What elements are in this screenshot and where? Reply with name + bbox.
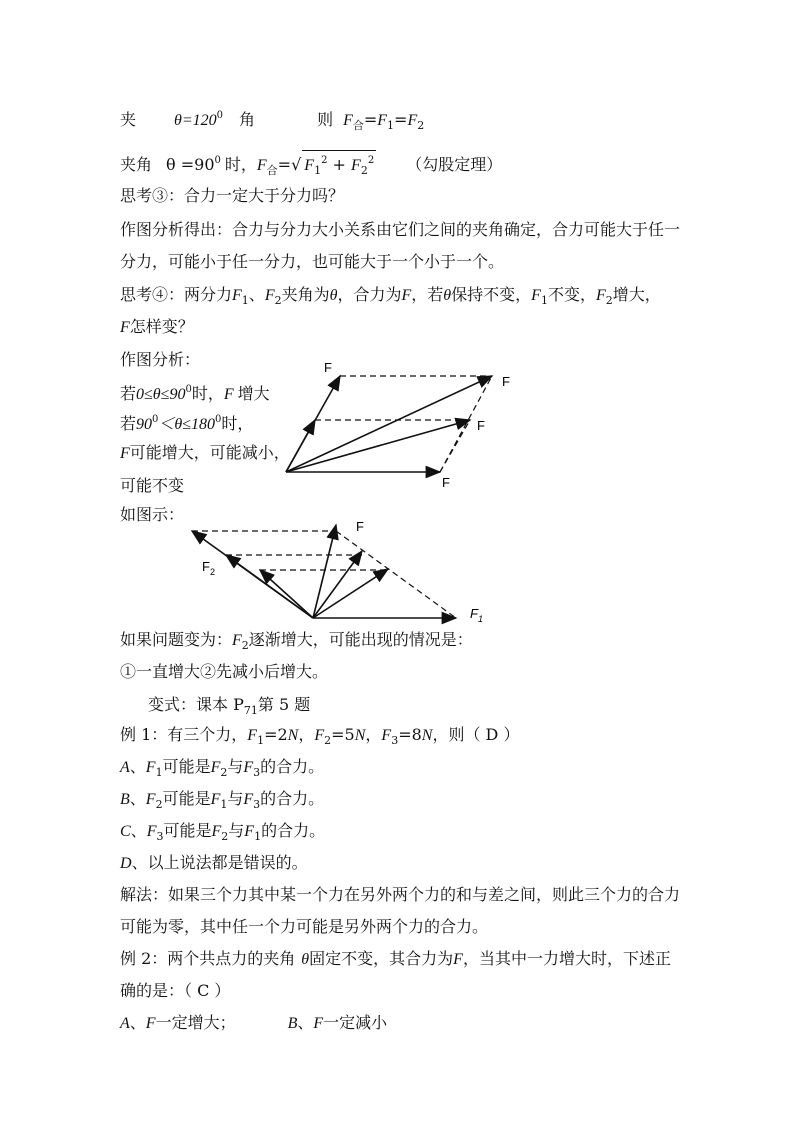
solution-line-2: 可能为零，其中任一个力可能是另外两个力的合力。 [120,917,489,936]
rutu-label: 如图示： [120,505,185,524]
option-a: A、$F_1$可能是$F_2$与$F_3$的合力。 [120,757,325,779]
diag2-label-f1: $F_1$ [470,606,483,624]
parallelogram-diagram-1 [280,360,530,490]
diag1-label-f-top-left: F [324,360,332,375]
think-3: 思考③：合力一定大于分力吗？ [120,186,345,205]
sqrt-expression: $F_1^2 + F_2^2$ [302,150,376,181]
resultant-c [313,569,388,618]
analysis-line-2: 分力，可能小于任一分力，也可能大于一个小于一个。 [120,252,505,271]
vector-resultant-mid [286,420,470,472]
diag1-label-f-top-right: F [502,374,510,389]
case-3: F可能增大，可能减小， [120,443,290,462]
vector-resultant-top [286,376,492,472]
diag1-label-f-bottom: F [442,475,450,490]
case-2: 若$90^0<\theta\le 180^0$时， [120,414,254,433]
think-4: 思考④：两分力$F_1$、$F_2$夹角为θ，合力为F，若θ保持不变，$F_1$不变，$F_2$增大， [120,285,661,307]
answers: ①一直增大②先减小后增大。 [120,662,329,681]
resultant-b [313,551,362,618]
f2-vector-short [260,570,313,618]
case-1: 若$0\le\theta\le 90^0$时，F 增大 [120,384,270,403]
variant: 变式：课本 $P_{71}$第 5 题 [148,695,311,717]
option-b: B、$F_2$可能是$F_1$与$F_3$的合力。 [120,789,325,811]
vector-f-mid-left [286,420,315,472]
case-4: 可能不变 [120,476,185,495]
example-1: 例 1：有三个力，$F_1=2N$，$F_2=5N$，$F_3=8N$，则（ D ） [120,725,520,747]
diag1-label-f-mid-right: F [477,418,485,433]
parallelogram-diagram-2 [188,515,488,625]
example-2-options: A、F一定增大； B、F一定减小 [120,1013,388,1032]
think-4-cont: F怎样变？ [120,317,194,336]
formula-line-120: 夹 $\theta=120^0$ 角 则 $F_合=F_1=F_2$ [120,110,425,132]
change-question: 如果问题变为：$F_2$逐渐增大，可能出现的情况是： [120,630,473,652]
f2-vector-mid [226,555,313,618]
option-d: D、以上说法都是错误的。 [120,853,308,872]
fig-analysis-label: 作图分析： [120,350,201,369]
example-2-cont: 确的是：（ C ） [120,981,231,1000]
diag2-label-f2: $F_2$ [202,559,215,577]
diag2-label-f: F [356,519,364,534]
solution-line-1: 解法：如果三个力其中某一个力在另外两个力的和与差之间，则此三个力的合力 [120,885,681,904]
analysis-line-1: 作图分析得出：合力与分力大小关系由它们之间的夹角确定，合力可能大于任一 [120,220,681,239]
resultant-a [313,525,336,618]
option-c: C、$F_3$可能是$F_2$与$F_1$的合力。 [120,821,326,843]
example-2: 例 2：两个共点力的夹角 θ固定不变，其合力为F，当其中一力增大时，下述正 [120,949,671,968]
formula-line-90: 夹角 $\theta =90^0$ 时，$F_合=√$ $F_1^2 + F_2^2$ （勾股定理） [120,150,502,181]
